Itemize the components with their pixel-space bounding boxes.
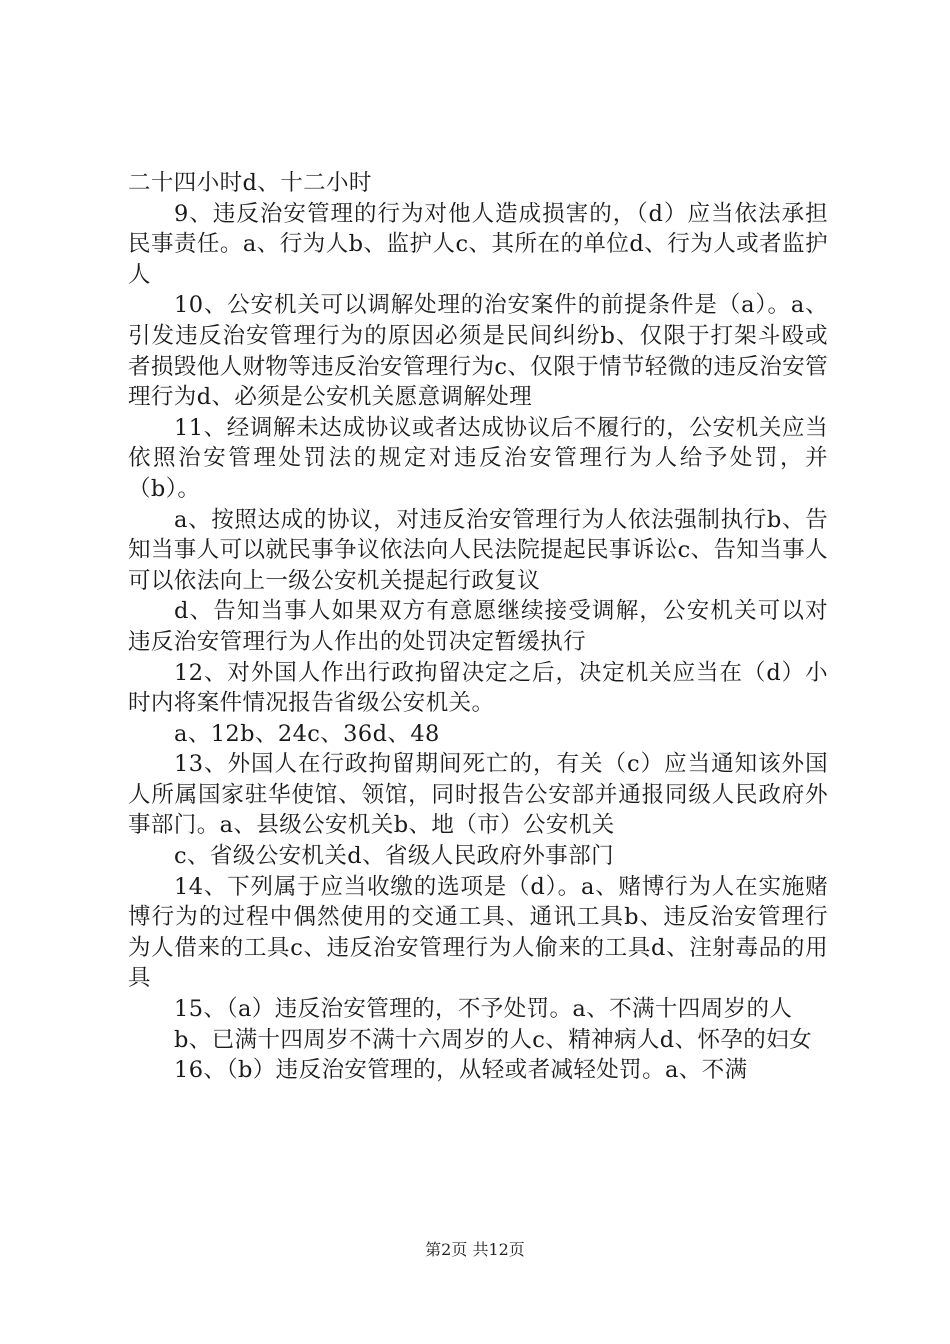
question-10: 10、公安机关可以调解处理的治安案件的前提条件是（a）。a、引发违反治安管理行为的原因必须是民间纠纷b、仅限于打架斗殴或者损毁他人财物等违反治安管理行为c、仅限于情节轻微的违反治安管理行为d、必须是公安机关愿意调解处理 — [128, 292, 829, 411]
question-13-options: c、省级公安机关d、省级人民政府外事部门 — [174, 843, 615, 870]
question-15-options: b、已满十四周岁不满十六周岁的人c、精神病人d、怀孕的妇女 — [174, 1026, 813, 1053]
question-13: 13、外国人在行政拘留期间死亡的，有关（c）应当通知该外国人所属国家驻华使馆、领馆，同时报告公安部并通报同级人民政府外事部门。a、县级公安机关b、地（市）公安机关 — [128, 751, 828, 839]
document-body — [128, 168, 828, 1086]
paragraph: 二十四小时d、十二小时 — [128, 170, 372, 196]
question-9: 9、违反治安管理的行为对他人造成损害的，（d）应当依法承担民事责任。a、行为人b、监护人c、其所在的单位d、行为人或者监护人 — [128, 200, 828, 288]
question-15: 15、（a）违反治安管理的，不予处罚。a、不满十四周岁的人 — [174, 996, 793, 1023]
question-16: 16、（b）违反治安管理的，从轻或者减轻处罚。a、不满 — [174, 1057, 748, 1084]
question-11-option-d: d、告知当事人如果双方有意愿继续接受调解，公安机关可以对违反治安管理行为人作出的处罚决定暂缓执行 — [128, 598, 828, 655]
page-footer: 第2页 共12页 — [425, 1240, 525, 1259]
question-11-option-abc: a、按照达成的协议，对违反治安管理行为人依法强制执行b、告知当事人可以就民事争议依法向人民法院提起民事诉讼c、告知当事人可以依法向上一级公安机关提起行政复议 — [128, 506, 829, 594]
question-14: 14、下列属于应当收缴的选项是（d）。a、赌博行为人在实施赌博行为的过程中偶然使用的交通工具、通讯工具b、违反治安管理行为人借来的工具c、违反治安管理行为人偷来的工具d、注射毒品的用具 — [128, 873, 828, 992]
question-11: 11、经调解未达成协议或者达成协议后不履行的，公安机关应当依照治安管理处罚法的规定对违反治安管理行为人给予处罚，并（b）。 — [128, 414, 828, 502]
question-12: 12、对外国人作出行政拘留决定之后，决定机关应当在（d）小时内将案件情况报告省级公安机关。 — [128, 659, 828, 717]
question-12-options: a、12b、24c、36d、48 — [174, 720, 440, 747]
